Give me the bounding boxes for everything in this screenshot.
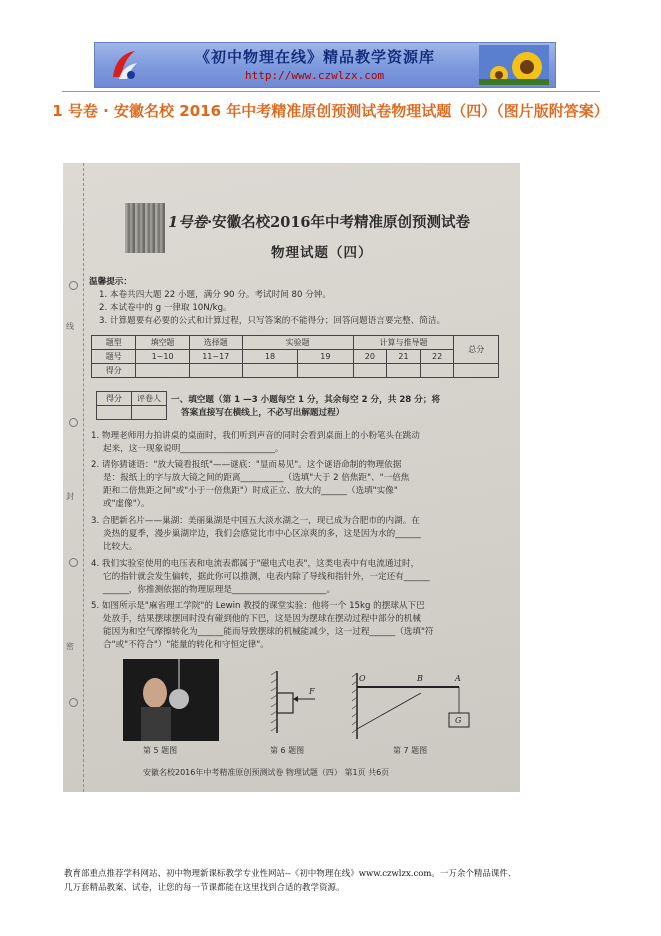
score-cell: 1~10 <box>136 350 189 364</box>
exam-heading <box>168 211 470 232</box>
section-heading: 一、填空题（第 1 —3 小题每空 1 分，其余每空 2 分，共 28 分；将 <box>171 395 441 405</box>
question-line: 起来，这一现象说明______________________。 <box>103 444 284 454</box>
site-logo-icon <box>107 47 141 83</box>
note-item: 2. 本试卷中的 g 一律取 10N/kg。 <box>99 303 232 313</box>
score-cell: 题号 <box>92 350 136 364</box>
question-line: 比较大。 <box>103 542 138 552</box>
exam-page-footer: 安徽名校2016年中考精准原创预测试卷 物理试题（四） 第1页 共6页 <box>143 768 390 777</box>
figure-5-photo <box>123 659 219 741</box>
question-line: 2. 请你猜谜语："放大镜看报纸"——谜底："显而易见"。这个谜语命制的物理依据 <box>91 460 402 470</box>
binding-char: 线 <box>66 322 74 331</box>
question-line: ______，你推测依据的物理原理是______________________。 <box>103 585 336 595</box>
score-cell: 11~17 <box>189 350 242 364</box>
page-footer <box>64 867 624 895</box>
pixelated-avatar <box>125 203 165 253</box>
point-label: B <box>417 674 423 683</box>
figure-caption: 第 6 题图 <box>270 746 305 755</box>
banner-title: 《初中物理在线》精品教学资源库 <box>195 48 436 66</box>
binding-char: 密 <box>66 642 74 651</box>
question-line: 5. 如图所示是"麻省理工学院"的 Lewin 教授的课堂实验：他将一个 15kg 的摆球从下巴 <box>91 601 425 611</box>
binding-hole <box>69 558 78 567</box>
question-line: 或"虚像"）。 <box>103 499 150 509</box>
score-cell: 20 <box>353 350 387 364</box>
question-line: 炎热的夏季，漫步巢湖岸边，我们会感觉比市中心区凉爽的多，这是因为水的______ <box>103 529 421 539</box>
footer-line: 几万套精品教案、试卷，让您的每一节课都能在这里找到合适的教学资源。 <box>64 883 345 893</box>
question-line: 合"或"不符合"）"能量的转化和守恒定律"。 <box>103 640 269 650</box>
question-line: 1. 物理老师用力拍讲桌的桌面时，我们听到声音的同时会看到桌面上的小粉笔头在跳动 <box>91 431 420 441</box>
note-item: 1. 本卷共四大题 22 小题，满分 90 分。考试时间 80 分钟。 <box>99 290 332 300</box>
score-header: 选择题 <box>189 336 242 350</box>
score-header: 总分 <box>454 336 499 364</box>
point-label: A <box>455 674 461 683</box>
banner-url[interactable]: http://www.czwlzx.com <box>245 69 385 82</box>
question-line: 是：报纸上的字与放大镜之间的距离__________（选填"大于 2 倍焦距"、"一倍焦 <box>103 473 410 483</box>
question-line: 4. 我们实验室使用的电压表和电流表都属于"磁电式电表"，这类电表中有电流通过时， <box>91 559 420 569</box>
score-header: 题型 <box>92 336 136 350</box>
section-heading-cont: 答案直接写在横线上，不必写出解题过程） <box>181 408 345 418</box>
header-banner <box>94 42 556 88</box>
score-header: 填空题 <box>136 336 189 350</box>
question-line: 它的指针就会发生偏转，据此你可以推测，电表内除了导线和指针外，一定还有______ <box>103 572 430 582</box>
grader-box <box>96 391 167 420</box>
header-divider <box>62 91 600 92</box>
score-cell: 21 <box>387 350 421 364</box>
exam-subject: 物理试题（四） <box>271 245 373 261</box>
force-label: F <box>309 687 315 696</box>
binding-hole <box>69 418 78 427</box>
question-line: 能因为和空气摩擦转化为______能而导致摆球的机械能减少，这一过程______（选填"符 <box>103 627 434 637</box>
question-line: 处放手，结果摆球摆回时没有碰到他的下巴，这是因为摆球在摆动过程中部分的机械 <box>103 614 421 624</box>
figure-6-diagram <box>263 669 333 735</box>
exam-heading-text: ·安徽名校2016年中考精准原创预测试卷 <box>207 214 470 231</box>
question-line: 3. 合肥新名片——巢湖：美丽巢湖是中国五大淡水湖之一，现已成为合肥市的内湖。在 <box>91 516 420 526</box>
figure-7-diagram <box>351 669 491 741</box>
grader-label: 得分 <box>97 392 132 406</box>
score-cell: 18 <box>242 350 297 364</box>
score-header: 计算与推导题 <box>353 336 454 350</box>
score-cell: 得分 <box>92 364 136 378</box>
binding-char: 封 <box>66 492 74 501</box>
score-header: 实验题 <box>242 336 353 350</box>
score-cell: 19 <box>298 350 353 364</box>
figure-caption: 第 5 题图 <box>143 746 178 755</box>
page-title: 1 号卷 · 安徽名校 2016 年中考精准原创预测试卷物理试题（四）（图片版附答案） <box>52 102 609 120</box>
figure-caption: 第 7 题图 <box>393 746 428 755</box>
score-cell: 22 <box>420 350 454 364</box>
question-line: 距和二倍焦距之间"或"小于一倍焦距"）时成正立、放大的______（选填"实像" <box>103 486 398 496</box>
weight-label: G <box>455 716 462 725</box>
binding-hole <box>69 698 78 707</box>
grader-label: 评卷人 <box>132 392 167 406</box>
point-label: O <box>359 674 366 683</box>
note-item: 3. 计算题要有必要的公式和计算过程，只写答案的不能得分；回答问题语言要完整、简洁。 <box>99 316 446 326</box>
sunflower-image <box>479 45 549 85</box>
exam-heading-prefix: 1号卷 <box>168 214 208 231</box>
binding-hole <box>69 281 78 290</box>
footer-line: 教育部重点推荐学科网站、初中物理新课标教学专业性网站--《初中物理在线》www.czwlzx.com。一万余个精品课件、 <box>64 869 517 879</box>
score-table <box>91 335 499 378</box>
exam-page-photo <box>63 163 520 792</box>
notes-label: 温馨提示： <box>89 277 132 287</box>
